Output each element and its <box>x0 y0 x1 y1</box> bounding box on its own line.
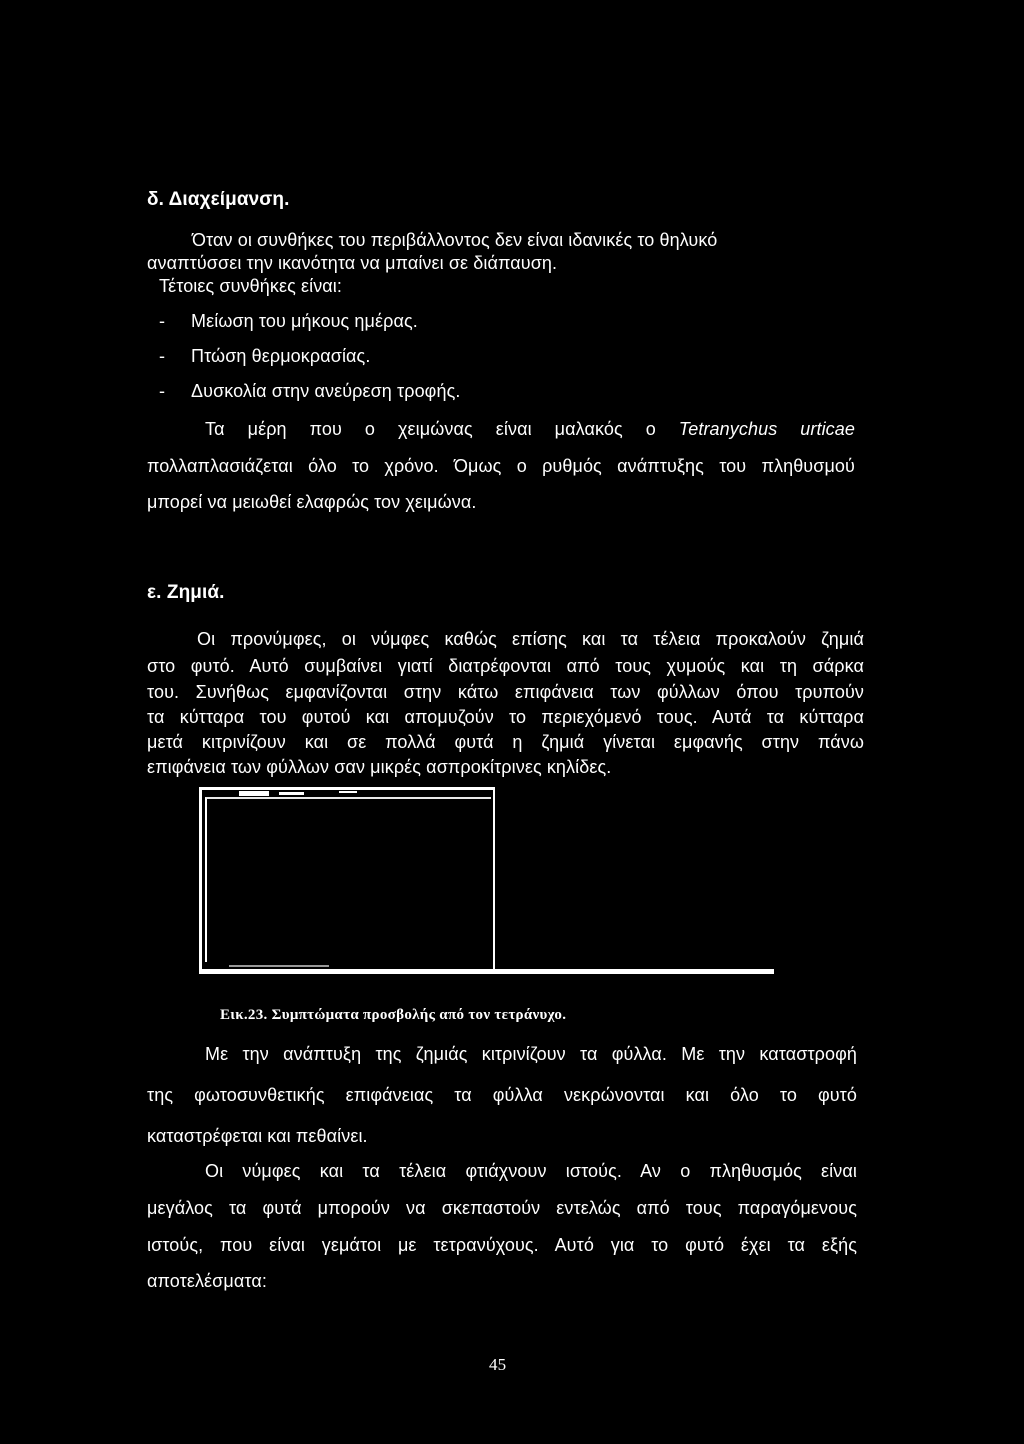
list-marker: - <box>159 311 166 331</box>
figure-speck <box>229 965 329 967</box>
list-item: Μείωση του μήκους ημέρας. <box>191 311 418 331</box>
after-para1-line3: καταστρέφεται και πεθαίνει. <box>147 1126 368 1146</box>
list-marker: - <box>159 346 166 366</box>
section-d-para1-line1: Όταν οι συνθήκες του περιβάλλοντος δεν είναι ιδανικές το θηλυκό <box>192 230 718 250</box>
list-item: Πτώση θερμοκρασίας. <box>191 346 371 366</box>
list-item: Δυσκολία στην ανεύρεση τροφής. <box>191 381 461 401</box>
section-e-heading: ε. Ζημιά. <box>147 582 225 603</box>
section-e-para-line5: μετά κιτρινίζουν και σε πολλά φυτά η ζημιά γίνεται εμφανής στην πάνω <box>147 732 864 752</box>
after-para1-line2: της φωτοσυνθετικής επιφάνειας τα φύλλα νεκρώνονται και όλο το φυτό <box>147 1085 857 1105</box>
after-para2-line4: αποτελέσματα: <box>147 1271 267 1291</box>
figure-caption: Εικ.23. Συμπτώματα προσβολής από τον τετράνυχο. <box>220 1007 567 1023</box>
after-para2-line2: μεγάλος τα φυτά μπορούν να σκεπαστούν εντελώς από τους παραγόμενους <box>147 1198 857 1218</box>
section-d-heading: δ. Διαχείμανση. <box>147 189 290 210</box>
figure-speck <box>279 792 304 795</box>
section-d-para1-line3: Τέτοιες συνθήκες είναι: <box>159 276 343 296</box>
page-number: 45 <box>489 1355 507 1374</box>
section-e-para-line1: Οι προνύμφες, οι νύμφες καθώς επίσης και τα τέλεια προκαλούν ζημιά <box>197 629 864 649</box>
figure-photo-area <box>205 797 491 962</box>
species-name: Tetranychus urticae <box>678 419 855 439</box>
figure-speck <box>239 791 269 796</box>
para2-text: Τα μέρη που ο χειμώνας είναι μαλακός ο <box>205 419 656 439</box>
figure-baseline <box>199 969 774 974</box>
section-e-para-line4: τα κύτταρα του φυτού και απομυζούν το περιεχόμενό τους. Αυτά τα κύτταρα <box>147 707 864 727</box>
list-marker: - <box>159 381 166 401</box>
section-d-para2-line3: μπορεί να μειωθεί ελαφρώς τον χειμώνα. <box>147 492 477 512</box>
after-para1-line1: Με την ανάπτυξη της ζημιάς κιτρινίζουν τα φύλλα. Με την καταστροφή <box>205 1044 857 1064</box>
after-para2-line1: Οι νύμφες και τα τέλεια φτιάχνουν ιστούς. Αν ο πληθυσμός είναι <box>205 1161 857 1181</box>
figure-image <box>199 787 774 977</box>
section-e-para-line6: επιφάνεια των φύλλων σαν μικρές ασπροκίτρινες κηλίδες. <box>147 757 612 777</box>
section-d-para2-line2: πολλαπλασιάζεται όλο το χρόνο. Όμως ο ρυθμός ανάπτυξης του πληθυσμού <box>147 456 855 476</box>
after-para2-line3: ιστούς, που είναι γεμάτοι με τετρανύχους. Αυτό για το φυτό έχει τα εξής <box>147 1235 857 1255</box>
section-e-para-line3: του. Συνήθως εμφανίζονται στην κάτω επιφάνεια των φύλλων όπου τρυπούν <box>147 682 864 702</box>
section-d-para1-line2: αναπτύσσει την ικανότητα να μπαίνει σε διάπαυση. <box>147 253 558 273</box>
section-d-para2-line1 <box>205 418 855 440</box>
figure-speck <box>339 791 357 793</box>
section-e-para-line2: στο φυτό. Αυτό συμβαίνει γιατί διατρέφονται από τους χυμούς και τη σάρκα <box>147 656 864 676</box>
